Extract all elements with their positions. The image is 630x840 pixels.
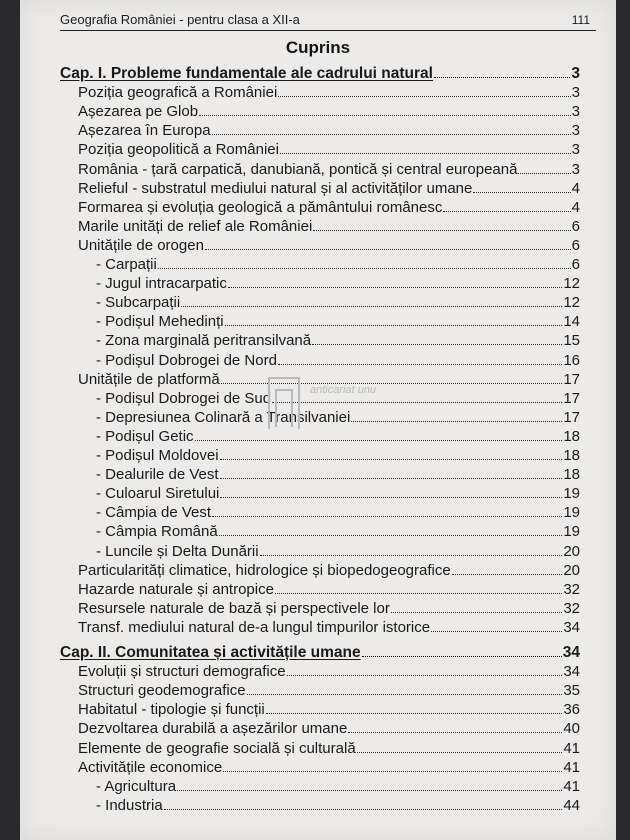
toc-leader-dots <box>357 739 563 753</box>
toc-leader-dots <box>287 662 563 676</box>
toc-entry-page: 32 <box>563 599 580 617</box>
toc-leader-dots <box>351 408 562 422</box>
toc-entry <box>96 331 580 350</box>
toc-entry-label: - Carpații <box>96 256 157 273</box>
toc-entry-label: Cap. II. Comunitatea și activitățile umane <box>60 644 361 661</box>
toc-entry-page: 44 <box>563 796 580 814</box>
toc-entry-page: 17 <box>563 389 580 407</box>
toc-entry <box>96 777 580 796</box>
toc-leader-dots <box>362 643 562 657</box>
toc-entry-label: Relieful - substratul mediului natural și al activităților umane <box>78 179 473 197</box>
toc-entry-page: 34 <box>563 663 580 681</box>
toc-entry-page: 3 <box>571 122 580 140</box>
toc-entry-label: Cap. I. Probleme fundamentale ale cadrului natural <box>60 65 433 82</box>
toc-entry-label: Dezvoltarea durabilă a așezărilor umane <box>78 720 348 738</box>
toc-leader-dots <box>164 796 563 810</box>
toc-leader-dots <box>313 217 570 231</box>
toc-leader-dots <box>312 331 562 345</box>
toc-leader-dots <box>177 777 562 791</box>
toc-entry-label: - Câmpia de Vest <box>96 504 212 522</box>
toc-entry <box>78 599 580 618</box>
toc-entry-label: Activitățile economice <box>78 758 223 776</box>
toc-entry <box>96 484 580 503</box>
toc-entry <box>78 160 580 179</box>
toc-entry-page: 15 <box>563 332 580 350</box>
toc-leader-dots <box>247 681 563 695</box>
toc-entry-label: - Depresiunea Colinară a Transilvaniei <box>96 408 351 426</box>
toc-entry <box>78 700 580 719</box>
toc-entry-page: 41 <box>563 758 580 776</box>
toc-entry <box>96 408 580 427</box>
toc-entry <box>78 758 580 777</box>
toc-entry-page: 20 <box>563 561 580 579</box>
toc-entry-label: Poziția geografică a României <box>78 84 278 102</box>
toc-entry-page: 17 <box>563 408 580 426</box>
toc-entry-page: 18 <box>563 466 580 484</box>
toc-leader-dots <box>228 274 562 288</box>
toc-entry-page: 16 <box>563 351 580 369</box>
toc-entry-label: Habitatul - tipologie și funcții <box>78 701 265 719</box>
toc-entry-page: 17 <box>563 370 580 388</box>
toc-leader-dots <box>280 140 571 154</box>
toc-entry <box>96 312 580 331</box>
toc-entry <box>78 719 580 738</box>
toc-leader-dots <box>518 160 570 174</box>
toc-entry-page: 6 <box>571 217 580 235</box>
toc-entry-page: 12 <box>563 294 580 312</box>
toc-leader-dots <box>212 121 571 135</box>
toc-entry <box>96 446 580 465</box>
toc-entry <box>78 83 580 102</box>
toc-leader-dots <box>220 465 563 479</box>
toc-entry-page: 32 <box>563 580 580 598</box>
toc-entry-label: Formarea și evoluția geologică a pământului românesc <box>78 198 443 216</box>
toc-entry <box>78 681 580 700</box>
toc-entry <box>78 580 580 599</box>
toc-entry <box>96 427 580 446</box>
toc-leader-dots <box>219 522 563 536</box>
toc-entry-label: Hazarde naturale și antropice <box>78 580 274 598</box>
toc-entry <box>96 293 580 312</box>
toc-entry-label: Poziția geopolitică a României <box>78 141 279 159</box>
toc-entry-label: Resursele naturale de bază și perspectivele lor <box>78 599 390 617</box>
toc-entry-label: - Luncile și Delta Dunării <box>96 542 259 560</box>
toc-entry-page: 14 <box>563 313 580 331</box>
toc-leader-dots <box>181 293 562 307</box>
toc-entry <box>96 522 580 541</box>
toc-entry <box>78 618 580 637</box>
toc-entry <box>96 796 580 815</box>
toc-entry-page: 41 <box>563 777 580 795</box>
toc-entry-label: România - țară carpatică, danubiană, pontică și central europeană <box>78 160 518 178</box>
toc-entry <box>78 102 580 121</box>
toc-entry-page: 41 <box>563 739 580 757</box>
toc-leader-dots <box>275 580 562 594</box>
toc-entry-label: Marile unități de relief ale României <box>78 217 313 235</box>
toc-entry-page: 3 <box>571 160 580 178</box>
toc-entry <box>96 542 580 561</box>
toc-entry-label: Unitățile de platformă <box>78 370 220 388</box>
toc-entry <box>96 465 580 484</box>
header-page-number: 111 <box>571 13 590 27</box>
toc-entry-page: 3 <box>571 84 580 102</box>
toc-entry <box>78 140 580 159</box>
toc-leader-dots <box>452 561 563 575</box>
toc-entry <box>78 561 580 580</box>
toc-entry <box>78 739 580 758</box>
toc-entry-page: 19 <box>563 523 580 541</box>
watermark-text: anticariat unu <box>310 384 377 396</box>
toc-chapter-entry <box>60 643 580 662</box>
toc-entry-page: 40 <box>563 720 580 738</box>
toc-entry-label: Unitățile de orogen <box>78 236 204 254</box>
toc-entry-page: 34 <box>563 618 580 636</box>
toc-entry-page: 6 <box>571 256 580 273</box>
toc-leader-dots <box>199 102 571 116</box>
toc-entry-page: 18 <box>563 447 580 464</box>
toc-entry-page: 36 <box>563 701 580 719</box>
toc-entry-label: - Podișul Dobrogei de Sud <box>96 389 272 407</box>
toc-entry-label: Elemente de geografie socială și culturală <box>78 739 356 757</box>
toc-entry-page: 3 <box>571 103 580 121</box>
toc-leader-dots <box>266 700 563 714</box>
toc-entry-page: 3 <box>571 141 580 159</box>
toc-entry <box>96 274 580 293</box>
toc-entry-label: - Agricultura <box>96 777 177 795</box>
toc-entry <box>78 121 580 140</box>
toc-entry <box>78 662 580 681</box>
toc-entry-label: - Câmpia Română <box>96 523 218 541</box>
toc-entry-label: Evoluții și structuri demografice <box>78 663 286 681</box>
toc-leader-dots <box>220 446 563 460</box>
toc-leader-dots <box>391 599 562 613</box>
toc-entry-page: 20 <box>563 542 580 560</box>
toc-entry-label: Structuri geodemografice <box>78 682 246 700</box>
toc-entry-label: - Zona marginală peritransilvană <box>96 332 312 350</box>
book-page <box>20 0 616 840</box>
toc-entry-page: 34 <box>562 644 580 661</box>
toc-entry-page: 19 <box>563 504 580 522</box>
toc-entry-label: - Podișul Moldovei <box>96 447 219 464</box>
toc-entry-page: 6 <box>571 236 580 254</box>
toc-entry-page: 18 <box>563 427 580 445</box>
toc-leader-dots <box>212 503 562 517</box>
toc-entry-page: 12 <box>563 275 580 293</box>
toc-entry-label: - Industria <box>96 796 163 814</box>
toc-leader-dots <box>158 255 571 269</box>
toc-entry <box>78 217 580 236</box>
toc-entry-page: 19 <box>563 485 580 503</box>
toc-entry-label: - Dealurile de Vest <box>96 466 219 484</box>
toc-chapter-entry <box>60 64 580 83</box>
toc-leader-dots <box>278 83 570 97</box>
toc-leader-dots <box>225 312 563 326</box>
toc-leader-dots <box>431 618 562 632</box>
toc-entry-label: Particularități climatice, hidrologice și biopedogeografice <box>78 561 451 579</box>
toc-entry-label: Așezarea pe Glob <box>78 103 199 121</box>
toc-leader-dots <box>220 484 562 498</box>
toc-entry-label: - Jugul intracarpatic <box>96 275 227 293</box>
toc-leader-dots <box>473 179 570 193</box>
toc-entry-page: 4 <box>571 179 580 197</box>
toc-entry-label: - Podișul Mehedinți <box>96 313 224 331</box>
toc-entry <box>96 503 580 522</box>
toc-entry-label: Așezarea în Europa <box>78 122 211 140</box>
toc-entry <box>96 255 580 274</box>
toc-entry <box>78 236 580 255</box>
header-title: Geografia României - pentru clasa a XII-a <box>60 12 300 27</box>
toc-entry-label: Transf. mediului natural de-a lungul timpurilor istorice <box>78 618 431 636</box>
toc-entry-label: - Culoarul Siretului <box>96 485 220 503</box>
toc-entry <box>96 351 580 370</box>
toc-leader-dots <box>434 64 570 78</box>
toc-leader-dots <box>223 758 562 772</box>
toc-leader-dots <box>348 719 562 733</box>
toc-entry-label: - Subcarpații <box>96 294 181 312</box>
watermark-logo <box>268 377 300 429</box>
page-title: Cuprins <box>285 38 351 57</box>
toc-leader-dots <box>205 236 571 250</box>
running-header <box>60 8 596 31</box>
toc-leader-dots <box>443 198 570 212</box>
toc-entry-label: - Podișul Dobrogei de Nord <box>96 351 277 369</box>
toc-entry-page: 35 <box>563 682 580 700</box>
toc-entry-page: 4 <box>571 198 580 216</box>
toc-leader-dots <box>195 427 563 441</box>
toc-entry <box>78 198 580 217</box>
toc-entry-label: - Podișul Getic <box>96 427 194 445</box>
toc-leader-dots <box>278 351 562 365</box>
toc-entry-page: 3 <box>571 65 580 82</box>
toc-entry <box>78 179 580 198</box>
toc-leader-dots <box>260 542 563 556</box>
